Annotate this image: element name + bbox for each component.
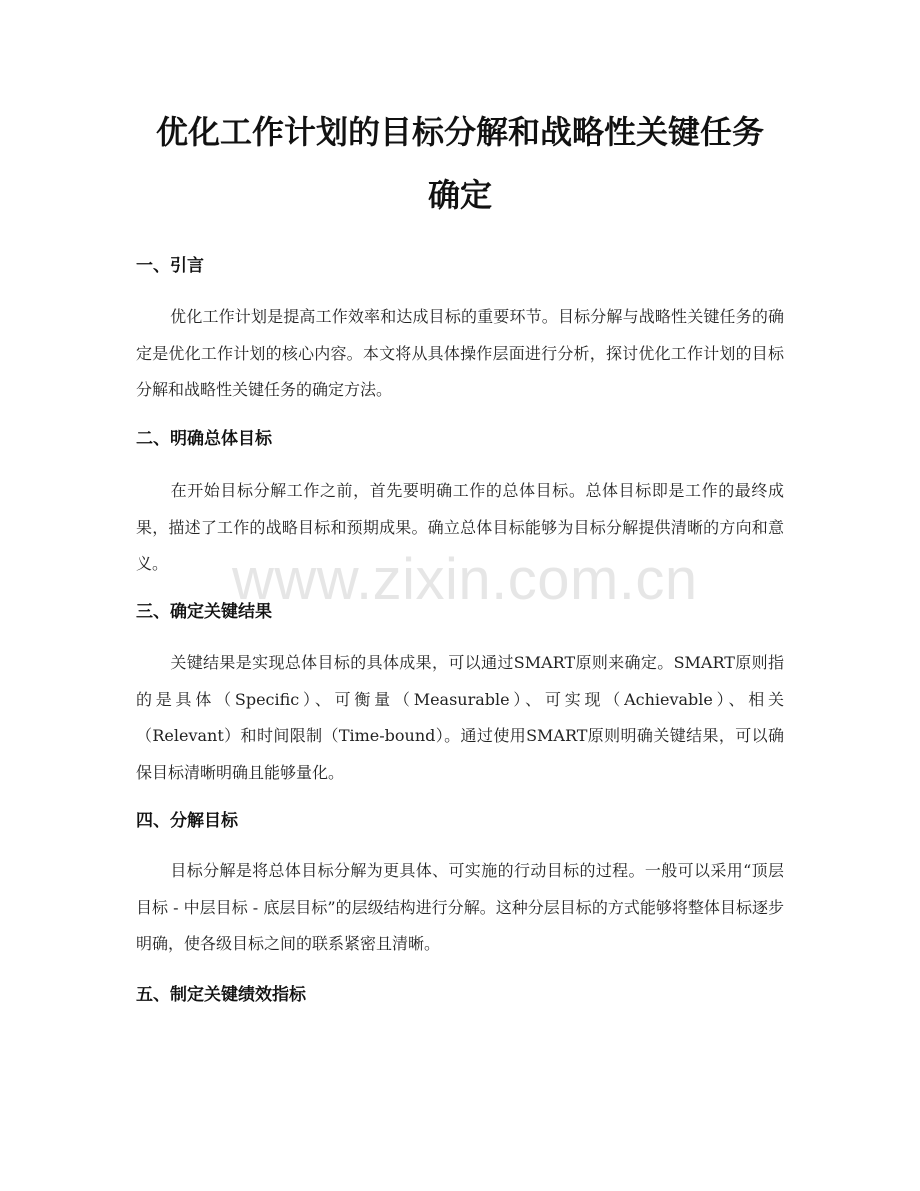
section-paragraph-decompose-goals (136, 853, 784, 963)
section-paragraph-introduction (136, 299, 784, 409)
section-heading-key-results: 三、确定关键结果 (136, 602, 272, 622)
paragraph-text: 目标分解是将总体目标分解为更具体、可实施的行动目标的过程。一般可以采用“顶层目标 - 中层目标 - 底层目标”的层级结构进行分解。这种分层目标的方式能够将整体目标逐步明确，使各级目标之间的联系紧密且清晰。 (136, 861, 784, 953)
paragraph-text: 关键结果是实现总体目标的具体成果，可以通过SMART原则来确定。SMART原则指的是具体（Specific）、可衡量（Measurable）、可实现（Achievable）、相关（Relevant）和时间限制（Time-bound）。通过使用SMART原则明确关键结果，可以确保目标清晰明确且能够量化。 (136, 653, 784, 782)
section-heading-overall-goal: 二、明确总体目标 (136, 429, 272, 449)
document-title-line-2: 确定 (427, 176, 492, 214)
paragraph-text: 优化工作计划是提高工作效率和达成目标的重要环节。目标分解与战略性关键任务的确定是优化工作计划的核心内容。本文将从具体操作层面进行分析，探讨优化工作计划的目标分解和战略性关键任务的确定方法。 (136, 307, 784, 399)
section-heading-kpi: 五、制定关键绩效指标 (136, 985, 306, 1005)
watermark: www.zixin.com.cn (232, 547, 698, 612)
section-heading-decompose-goals: 四、分解目标 (136, 811, 238, 831)
document-title-line-1: 优化工作计划的目标分解和战略性关键任务 (155, 113, 764, 151)
section-paragraph-overall-goal (136, 473, 784, 583)
section-heading-introduction: 一、引言 (136, 256, 204, 276)
paragraph-text: 在开始目标分解工作之前，首先要明确工作的总体目标。总体目标即是工作的最终成果，描述了工作的战略目标和预期成果。确立总体目标能够为目标分解提供清晰的方向和意义。 (136, 481, 784, 573)
section-paragraph-key-results (136, 645, 784, 791)
